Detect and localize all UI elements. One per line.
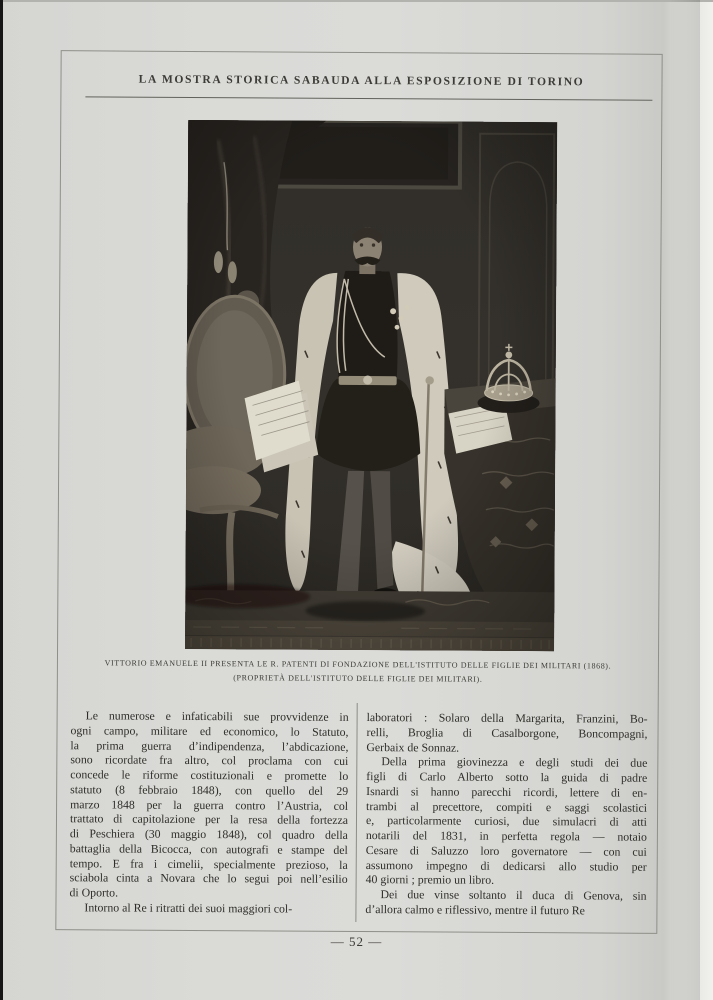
text-line: Isnardi si hanno parecchi ricordi, lettere di en- bbox=[366, 783, 648, 800]
portrait-illustration bbox=[185, 120, 557, 651]
text-line: Gerbaix de Sonnaz. bbox=[366, 739, 460, 755]
text-line: e, particolarmente curiosi, due simulacri di atti bbox=[365, 813, 648, 830]
figure-caption-line1: VITTORIO EMANUELE II PRESENTA LE R. PATENTI DI FONDAZIONE DELL'ISTITUTO DELLE FIGLIE DEI MILITARI (1868). bbox=[104, 658, 612, 671]
text-line: sono ricordate fra altro, col proclama con cui bbox=[70, 752, 349, 769]
text-line: sciabola cinta a Novara che lo segui poi nell’esilio bbox=[69, 870, 348, 887]
page-title: LA MOSTRA STORICA SABAUDA ALLA ESPOSIZIONE DI TORINO bbox=[138, 72, 585, 89]
paragraph bbox=[70, 708, 349, 901]
page-gutter-shadow bbox=[670, 0, 700, 1000]
text-line: la prima guerra d’indipendenza, l’abdicazione, bbox=[70, 737, 349, 754]
text-line: Intorno al Re i ritratti dei suoi maggiori col- bbox=[84, 900, 293, 916]
text-line: 40 giorni ; premio un libro. bbox=[365, 872, 495, 888]
text-line: d’allora calmo e riflessivo, mentre il futuro Re bbox=[365, 901, 585, 918]
paragraph bbox=[366, 710, 647, 756]
text-line: di Oporto. bbox=[69, 885, 119, 900]
text-column-right bbox=[365, 710, 647, 918]
printed-border-frame bbox=[55, 50, 662, 934]
paragraph bbox=[69, 900, 347, 916]
text-line: trambi al precettore, compiti e saggi scolastici bbox=[366, 798, 648, 815]
text-line: tempo. E fra i cimelii, specialmente prezioso, la bbox=[69, 855, 348, 872]
text-line: assumono impegno di dedicarsi allo studio per bbox=[365, 857, 647, 874]
figure-caption bbox=[58, 656, 658, 687]
text-line: Le numerose e infaticabili sue provvidenze in bbox=[85, 708, 349, 724]
paragraph bbox=[366, 754, 648, 888]
text-line: trattato di capitolazione per la resa della fortezza bbox=[69, 811, 349, 828]
column-divider bbox=[355, 703, 357, 922]
text-line: statuto (8 febbraio 1848), con quello del 29 bbox=[70, 781, 349, 798]
text-line: notarili del 1831, in perfetta regola — notaio bbox=[365, 828, 647, 844]
text-line: relli, Broglia di Casalborgone, Boncompagni, bbox=[366, 724, 648, 741]
portrait-photo bbox=[185, 120, 557, 651]
text-line: figli di Carlo Alberto sotto la guida di padre bbox=[366, 769, 648, 785]
page-number: — 52 — bbox=[330, 934, 383, 949]
page-edge-top bbox=[0, 0, 713, 2]
text-line: concede le riforme costituzionali e promette lo bbox=[70, 767, 349, 783]
text-line: Dei due vinse soltanto il duca di Genova, sin bbox=[380, 887, 647, 903]
text-column-left bbox=[69, 708, 348, 916]
header-rule bbox=[85, 96, 652, 100]
text-line: battaglia della Bicocca, con autografi e stampe del bbox=[69, 840, 348, 857]
text-line: Della prima giovinezza e degli studi dei due bbox=[381, 754, 648, 771]
text-line: Cesare di Saluzzo loro governatore — con cui bbox=[365, 842, 647, 859]
text-line: ogni campo, militare ed economico, lo Statuto, bbox=[70, 722, 349, 739]
text-line: laboratori : Solaro della Margarita, Franzini, Bo- bbox=[366, 710, 648, 726]
text-line: marzo 1848 per la guerra contro l’Austria, col bbox=[70, 796, 349, 813]
figure-caption-line2: (PROPRIETÀ DELL'ISTITUTO DELLE FIGLIE DEI MILITARI). bbox=[233, 672, 483, 684]
text-line: di Peschiera (30 maggio 1848), col quadro della bbox=[69, 826, 348, 842]
paragraph bbox=[365, 887, 646, 918]
page-edge-left bbox=[0, 0, 3, 1000]
